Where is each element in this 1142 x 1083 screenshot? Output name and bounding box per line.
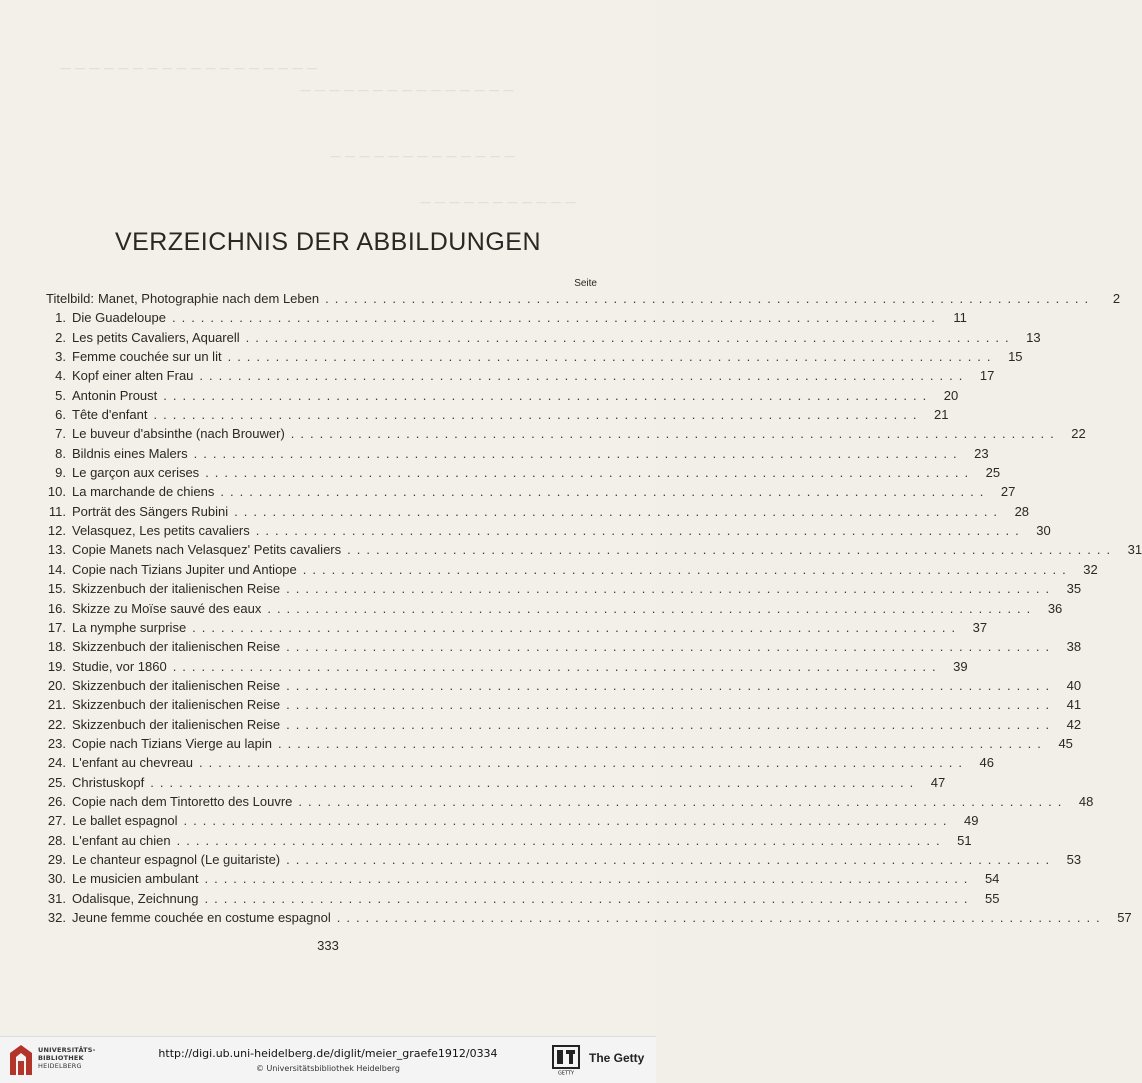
toc-entry-title: La nymphe surprise <box>72 619 187 635</box>
page-column-header: Seite <box>574 278 597 289</box>
dot-leader: ................................................................................ <box>205 465 975 481</box>
toc-entry-number: 8. <box>55 445 66 461</box>
toc-entry-title: Skizzenbuch der italienischen Reise <box>72 716 281 732</box>
toc-entry-number: 3. <box>55 349 66 365</box>
toc-entry-number: 12. <box>47 523 66 539</box>
toc-entry-page: 37 <box>972 619 988 635</box>
dot-leader: ................................................................................ <box>150 774 920 790</box>
toc-entry-page: 13 <box>1026 329 1041 345</box>
toc-entry-title: Le buveur d'absinthe (nach Brouwer) <box>72 426 285 442</box>
toc-entry <box>46 540 1142 559</box>
footer-bar <box>0 1036 656 1083</box>
toc-entry <box>46 502 1030 521</box>
dot-leader: ................................................................................ <box>286 851 1056 867</box>
bleed-through-text: — — — — — — — — — — — <box>420 196 576 209</box>
toc-entry <box>46 850 1082 869</box>
toc-entry-number: 15. <box>47 581 66 597</box>
dot-leader: ................................................................................ <box>286 677 1056 693</box>
toc-entry-number: 16. <box>47 600 66 616</box>
toc-entry-page: 28 <box>1014 503 1030 519</box>
toc-entry <box>46 811 979 830</box>
toc-entry-title: Skizzenbuch der italienischen Reise <box>72 697 281 713</box>
toc-entry-page: 39 <box>953 658 968 674</box>
toc-entry-title: Bildnis eines Malers <box>72 445 188 461</box>
toc-entry-title: Kopf einer alten Frau <box>72 368 194 384</box>
toc-entry-number: 11. <box>48 503 66 519</box>
toc-entry-number: 25. <box>47 774 66 790</box>
toc-entry <box>46 463 1001 482</box>
toc-entry-title: La marchande de chiens <box>72 484 215 500</box>
toc-entry-title: Copie Manets nach Velasquez' Petits cavaliers <box>72 542 342 558</box>
toc-entry-page: 51 <box>957 832 972 848</box>
dot-leader: ................................................................................ <box>220 484 990 500</box>
toc-entry-title: Copie nach Tizians Vierge au lapin <box>72 735 272 751</box>
toc-entry-number: 4. <box>55 368 66 384</box>
toc-entry-page: 35 <box>1066 581 1082 597</box>
source-url-link[interactable]: http://digi.ub.uni-heidelberg.de/diglit/meier_graefe1912/0334 <box>158 1047 498 1060</box>
page-number: 333 <box>317 938 339 953</box>
dot-leader: ................................................................................ <box>199 368 969 384</box>
toc-entry-title: Le musicien ambulant <box>72 871 199 887</box>
toc-entry <box>46 521 1051 540</box>
toc-entry-page: 27 <box>1000 484 1016 500</box>
toc-entry-title: Le chanteur espagnol (Le guitariste) <box>72 851 281 867</box>
toc-entry-page: 15 <box>1008 349 1023 365</box>
toc-entry-page: 30 <box>1036 523 1051 539</box>
toc-entry-number: 24. <box>47 755 66 771</box>
toc-entry-title: Porträt des Sängers Rubini <box>72 503 229 519</box>
toc-entry-number: 14. <box>47 561 66 577</box>
toc-entry-page: 17 <box>979 368 995 384</box>
toc-entry-page: 57 <box>1117 910 1132 925</box>
toc-entry-page: 45 <box>1058 735 1073 751</box>
toc-entry-page: 41 <box>1066 697 1082 713</box>
dot-leader: ................................................................................ <box>204 871 974 887</box>
toc-entry-page: 42 <box>1066 716 1082 732</box>
toc-entry-number: 5. <box>55 387 66 403</box>
toc-entry <box>46 715 1082 734</box>
toc-entry-title: Tête d'enfant <box>72 407 148 423</box>
toc-entry-page: 32 <box>1083 561 1098 577</box>
toc-entry-page: 2 <box>1112 291 1121 306</box>
dot-leader: ................................................................................ <box>163 387 933 403</box>
toc-entry <box>46 482 1016 501</box>
toc-entry <box>46 560 1098 579</box>
dot-leader: ................................................................................ <box>234 503 1004 519</box>
toc-entry-number: 28. <box>47 832 66 848</box>
copyright-notice: © Universitätsbibliothek Heidelberg <box>255 1064 400 1073</box>
dot-leader: ................................................................................ <box>176 832 946 848</box>
toc-entry-page: 53 <box>1066 851 1082 867</box>
toc-entry-title: Skizzenbuch der italienischen Reise <box>72 639 281 655</box>
toc-entry-number: 29. <box>47 851 66 867</box>
bleed-through-text: — — — — — — — — — — — — — — — — — — <box>60 62 318 75</box>
toc-entry-page: 11 <box>953 310 967 326</box>
toc-entry <box>46 869 1000 888</box>
dot-leader: ................................................................................ <box>267 600 1037 616</box>
dot-leader: ................................................................................ <box>347 542 1117 558</box>
toc-entry-number: 18. <box>47 639 66 655</box>
toc-entry-number: 2. <box>55 329 66 345</box>
toc-entry-number: 23. <box>47 735 66 751</box>
toc-entry <box>46 289 1121 308</box>
dot-leader: ................................................................................ <box>204 890 974 906</box>
toc-entry-title: Le ballet espagnol <box>72 813 178 829</box>
toc-entry-title: Velasquez, Les petits cavaliers <box>72 523 250 539</box>
dot-leader: ................................................................................ <box>286 581 1056 597</box>
toc-entry-number: 13. <box>47 542 66 558</box>
toc-entry-page: 38 <box>1066 639 1082 655</box>
dot-leader: ................................................................................ <box>192 619 962 635</box>
toc-entry-number: 21. <box>47 697 66 713</box>
toc-entry-number: 30. <box>47 871 66 887</box>
toc-entry-page: 48 <box>1078 793 1094 809</box>
toc-entry-title: Skizze zu Moïse sauvé des eaux <box>72 600 262 616</box>
toc-entry-title: Skizzenbuch der italienischen Reise <box>72 581 281 597</box>
toc-entry-title: Studie, vor 1860 <box>72 658 167 674</box>
toc-entry-number: 31. <box>47 890 66 906</box>
toc-entry <box>46 676 1082 695</box>
dot-leader: ................................................................................ <box>302 561 1072 577</box>
toc-entry-page: 22 <box>1071 426 1086 442</box>
dot-leader: ................................................................................ <box>290 426 1060 442</box>
toc-entry-number: 22. <box>47 716 66 732</box>
bleed-through-text: — — — — — — — — — — — — — — — <box>300 84 514 97</box>
toc-entry-title: L'enfant au chevreau <box>72 755 194 771</box>
toc-entry-title: L'enfant au chien <box>72 832 171 848</box>
dot-leader: ................................................................................ <box>286 716 1056 732</box>
dot-leader: ................................................................................ <box>172 658 942 674</box>
toc-entry <box>46 889 1000 908</box>
dot-leader: ................................................................................ <box>183 813 953 829</box>
toc-entry <box>46 366 995 385</box>
toc-entry-number: 26. <box>47 793 66 809</box>
toc-entry <box>46 637 1082 656</box>
toc-entry-title: Odalisque, Zeichnung <box>72 890 199 906</box>
toc-entry-number: 19. <box>47 658 66 674</box>
toc-entry <box>46 657 968 676</box>
toc-entry-title: Les petits Cavaliers, Aquarell <box>72 329 240 345</box>
toc-entry-title: Copie nach Tizians Jupiter und Antiope <box>72 561 297 577</box>
toc-entry-title: Femme couchée sur un lit <box>72 349 222 365</box>
library-name: UNIVERSITÄTS- BIBLIOTHEK HEIDELBERG <box>38 1046 96 1070</box>
toc-entry <box>46 386 959 405</box>
toc-entry-number: 9. <box>55 465 66 481</box>
toc-entry-number: 20. <box>47 677 66 693</box>
dot-leader: ................................................................................ <box>171 310 941 326</box>
dot-leader: ................................................................................ <box>255 523 1025 539</box>
toc-entry-title: Le garçon aux cerises <box>72 465 200 481</box>
toc-entry <box>46 405 949 424</box>
toc-entry-page: 23 <box>974 445 989 461</box>
table-of-contents <box>46 289 1142 927</box>
toc-entry <box>46 618 988 637</box>
dot-leader: ................................................................................ <box>193 445 963 461</box>
toc-entry-title: Copie nach dem Tintoretto des Louvre <box>72 793 293 809</box>
toc-entry-number: Titelbild: <box>46 291 94 306</box>
toc-entry-number: 27. <box>47 813 66 829</box>
toc-entry-number: 6. <box>55 407 66 423</box>
toc-entry-title: Die Guadeloupe <box>72 310 166 326</box>
dot-leader: ................................................................................ <box>325 291 1095 306</box>
toc-entry-title: Christuskopf <box>72 774 145 790</box>
dot-leader: ................................................................................ <box>286 639 1056 655</box>
dot-leader: ................................................................................ <box>336 910 1106 925</box>
toc-entry-number: 17. <box>47 619 66 635</box>
toc-entry <box>46 734 1073 753</box>
toc-entry-number: 7. <box>55 426 66 442</box>
dot-leader: ................................................................................ <box>277 735 1047 751</box>
toc-entry-title: Skizzenbuch der italienischen Reise <box>72 677 281 693</box>
toc-entry <box>46 695 1082 714</box>
toc-entry-title: Jeune femme couchée en costume espagnol <box>72 910 331 925</box>
toc-entry <box>46 773 946 792</box>
svg-text:GETTY: GETTY <box>557 1070 575 1077</box>
dot-leader: ................................................................................ <box>286 697 1056 713</box>
toc-entry-number: 32. <box>47 910 66 925</box>
toc-entry-title: Antonin Proust <box>72 387 158 403</box>
toc-entry-page: 47 <box>930 774 946 790</box>
bleed-through-text: — — — — — — — — — — — — — <box>330 150 515 163</box>
getty-name: The Getty <box>589 1051 645 1065</box>
toc-entry-number: 10. <box>47 484 66 500</box>
toc-entry-page: 49 <box>964 813 979 829</box>
toc-entry <box>46 347 1023 366</box>
dot-leader: ................................................................................ <box>153 407 923 423</box>
toc-entry <box>46 792 1094 811</box>
toc-entry-page: 31 <box>1127 542 1142 558</box>
toc-entry <box>46 424 1086 443</box>
toc-entry <box>46 579 1082 598</box>
toc-entry-page: 21 <box>933 407 949 423</box>
dot-leader: ................................................................................ <box>298 793 1068 809</box>
dot-leader: ................................................................................ <box>245 329 1015 345</box>
toc-entry <box>46 308 967 327</box>
toc-entry <box>46 831 972 850</box>
toc-entry <box>46 328 1041 347</box>
toc-entry <box>46 599 1063 618</box>
toc-entry-page: 54 <box>984 871 1000 887</box>
toc-entry-page: 40 <box>1066 677 1082 693</box>
getty-logo-icon <box>552 1045 580 1075</box>
toc-entry-number: 1. <box>55 310 66 326</box>
toc-entry-page: 20 <box>943 387 959 403</box>
toc-entry-title: Manet, Photographie nach dem Leben <box>97 291 320 306</box>
dot-leader: ................................................................................ <box>227 349 997 365</box>
toc-entry-page: 46 <box>979 755 994 771</box>
toc-entry-page: 25 <box>985 465 1001 481</box>
toc-entry-page: 55 <box>984 890 1000 906</box>
page-title: VERZEICHNIS DER ABBILDUNGEN <box>114 228 542 256</box>
toc-entry <box>46 908 1132 927</box>
toc-entry-page: 36 <box>1047 600 1063 616</box>
dot-leader: ................................................................................ <box>199 755 968 771</box>
toc-entry <box>46 753 994 772</box>
toc-entry <box>46 444 989 463</box>
